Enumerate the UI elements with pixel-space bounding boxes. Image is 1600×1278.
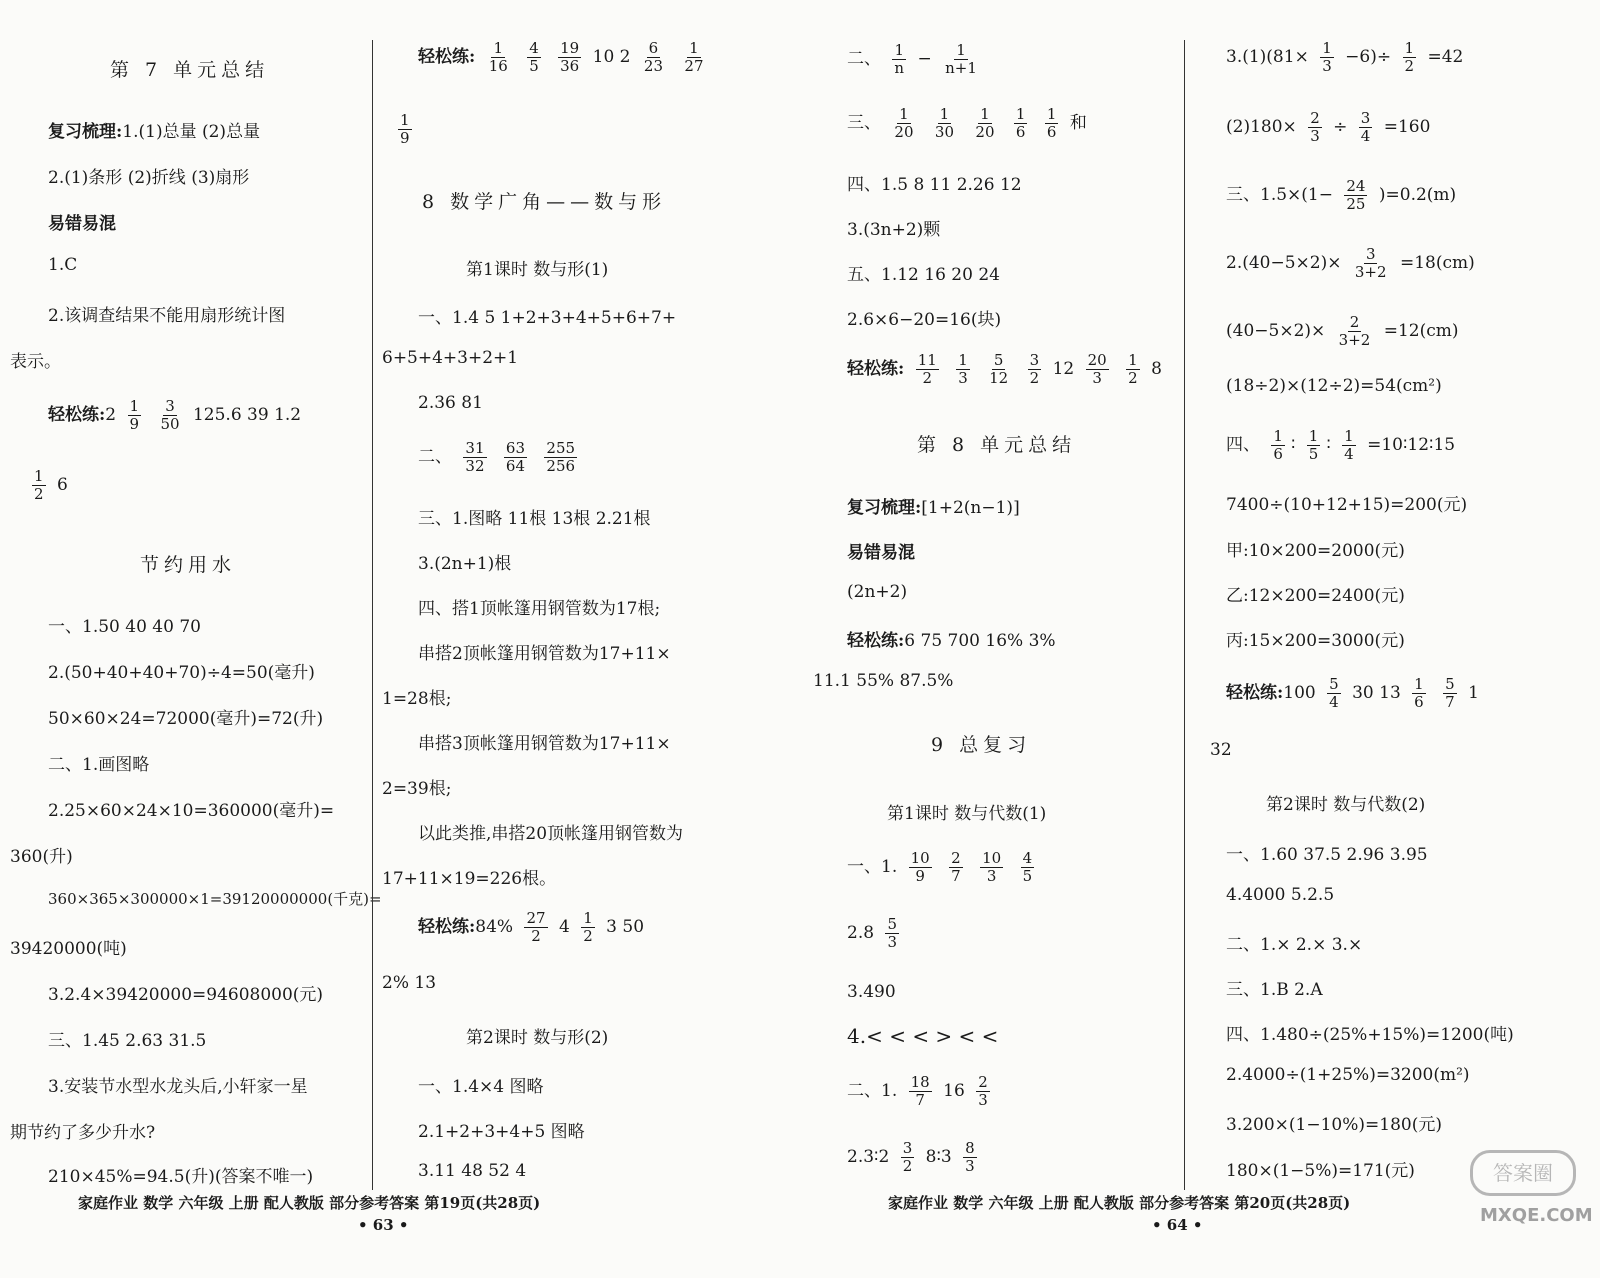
practice-line: 轻松练:6 75 700 16% 3% (847, 631, 1056, 651)
practice-line: 11.1 55% 87.5% (813, 671, 954, 691)
section-heading: 易错易混 (48, 214, 116, 234)
answer-line: 三、1.图略 11根 13根 2.21根 (418, 509, 651, 529)
footer-right: 家庭作业 数学 六年级 上册 配人教版 部分参考答案 第20页(共28页) (888, 1194, 1351, 1212)
review-line: 复习梳理:[1+2(n−1)] (847, 498, 1020, 518)
fraction: $\frac{1}{9}$ (400, 111, 410, 147)
answer-line: (2n+2) (847, 582, 908, 602)
answer-line: 210×45%=94.5(升)(答案不唯一) (48, 1167, 314, 1187)
answer-line: 一、1.4 5 1+2+3+4+5+6+7+ (418, 308, 677, 328)
lesson-title: 第2课时 数与代数(2) (1266, 795, 1426, 815)
fraction: $\frac{3}{50}$ (160, 397, 180, 433)
answer-line: 2.(50+40+40+70)÷4=50(毫升) (48, 663, 315, 683)
answer-line: 以此类推,串搭20顶帐篷用钢管数为 (418, 824, 684, 844)
practice-line: $\frac{1}{2}$ 6 (34, 467, 68, 503)
answer-line: 表示。 (10, 352, 61, 372)
fraction: $\frac{1}{2}$ (34, 467, 44, 503)
answer-line: 4.4000 5.2.5 (1226, 885, 1335, 905)
answer-line: 2=39根; (382, 779, 452, 799)
column-4 (1210, 0, 1590, 1208)
lesson-title: 第2课时 数与形(2) (466, 1028, 609, 1048)
answer-line: (2)180× $\frac{2}{3}$ ÷ $\frac{3}{4}$ =160 (1226, 109, 1431, 145)
lesson-title: 第1课时 数与形(1) (466, 260, 609, 280)
section-heading: 易错易混 (847, 543, 915, 563)
answer-line: 一、1. $\frac{10}{9}$ $\frac{2}{7}$ $\frac{10}{3}$ $\frac{4}{5}$ (847, 849, 1033, 885)
answer-line: 39420000(吨) (10, 939, 127, 959)
fraction: $\frac{1}{20}$ (975, 105, 995, 141)
answer-line: (40−5×2)× $\frac{2}{3+2}$ =12(cm) (1226, 313, 1459, 349)
fraction: $\frac{2}{3}$ (1310, 109, 1320, 145)
fraction: $\frac{4}{5}$ (1022, 849, 1033, 885)
answer-line: 2.6×6−20=16(块) (847, 310, 1002, 330)
answer-line: 2.3∶2 $\frac{3}{2}$ 8∶3 $\frac{8}{3}$ (847, 1139, 975, 1175)
footer-left: 家庭作业 数学 六年级 上册 配人教版 部分参考答案 第19页(共28页) (78, 1194, 541, 1212)
practice-line: 轻松练:2 $\frac{1}{9}$ $\frac{3}{50}$ 125.6 39 1.2 (48, 397, 302, 433)
practice-line: 2% 13 (382, 973, 437, 993)
fraction: $\frac{1}{27}$ (684, 39, 704, 75)
fraction: $\frac{8}{3}$ (965, 1139, 975, 1175)
fraction: $\frac{11}{2}$ (917, 351, 937, 387)
practice-line: 轻松练:84% $\frac{27}{2}$ 4 $\frac{1}{2}$ 3 50 (418, 909, 645, 945)
fraction: $\frac{1}{6}$ (1273, 427, 1283, 463)
fraction: $\frac{1}{6}$ (1015, 105, 1026, 141)
answer-line: 3.(2n+1)根 (418, 554, 512, 574)
column-3 (805, 0, 1175, 1208)
answer-line: 四、1.5 8 11 2.26 12 (847, 175, 1022, 195)
answer-line: 360(升) (10, 847, 73, 867)
answer-line: 1=28根; (382, 689, 452, 709)
practice-line: 轻松练: $\frac{1}{16}$ $\frac{4}{5}$ $\frac{19}{36}$ 10 2 $\frac{6}{23}$ $\frac{1}{27}$ (418, 39, 704, 75)
page-number-left: • 63 • (358, 1216, 409, 1234)
fraction: $\frac{1}{16}$ (488, 39, 508, 75)
fraction: $\frac{27}{2}$ (526, 909, 546, 945)
answer-line: 360×365×300000×1=39120000000(千克)= (48, 890, 382, 908)
column-2 (382, 0, 762, 1208)
fraction: $\frac{6}{23}$ (643, 39, 663, 75)
answer-line: 串搭3顶帐篷用钢管数为17+11× (418, 734, 671, 754)
answer-line: 3.11 48 52 4 (418, 1161, 527, 1181)
chapter-title: 8 数学广角——数与形 (422, 191, 667, 213)
answer-line: 2.(40−5×2)× $\frac{3}{3+2}$ =18(cm) (1226, 245, 1475, 281)
fraction: $\frac{1}{6}$ (1046, 105, 1057, 141)
unit8-summary-title: 第 8 单元总结 (917, 434, 1077, 456)
fraction: $\frac{1}{30}$ (934, 105, 954, 141)
answer-line: 二、1.画图略 (48, 755, 150, 775)
fraction: $\frac{63}{64}$ (505, 439, 525, 475)
column-divider (372, 40, 373, 1190)
fraction: $\frac{10}{3}$ (982, 849, 1002, 885)
fraction: $\frac{1}{3}$ (1322, 39, 1332, 75)
answer-line: 2.该调查结果不能用扇形统计图 (48, 306, 286, 326)
practice-line: 32 (1210, 740, 1232, 760)
lesson-title: 第1课时 数与代数(1) (887, 804, 1047, 824)
answer-line: 乙:12×200=2400(元) (1226, 586, 1405, 606)
fraction: $\frac{5}{3}$ (887, 915, 897, 951)
answer-line: 3.490 (847, 982, 896, 1002)
fraction: $\frac{1}{6}$ (1414, 675, 1424, 711)
answer-line: 2.8 $\frac{5}{3}$ (847, 915, 897, 951)
fraction: $\frac{1}{n}$ (894, 41, 905, 77)
answer-line: 2.4000÷(1+25%)=3200(m²) (1226, 1065, 1470, 1085)
answer-line: 二、1. $\frac{18}{7}$ 16 $\frac{2}{3}$ (847, 1073, 988, 1109)
answer-line: 3.(3n+2)颗 (847, 220, 941, 240)
fraction: $\frac{255}{256}$ (546, 439, 576, 475)
review-line: 复习梳理:1.(1)总量 (2)总量 (48, 122, 261, 142)
answer-line: 二、1.× 2.× 3.× (1226, 935, 1363, 955)
answer-line: 3.(1)(81× $\frac{1}{3}$ −6)÷ $\frac{1}{2}$ =42 (1226, 39, 1464, 75)
answer-line: 二、 $\frac{1}{n}$ − $\frac{1}{n+1}$ (847, 41, 977, 77)
practice-line: 轻松练: $\frac{11}{2}$ $\frac{1}{3}$ $\frac{5}{12}$ $\frac{3}{2}$ 12 $\frac{20}{3}$ $\frac{1}{2}$ 8 (847, 351, 1162, 387)
answer-line: 甲:10×200=2000(元) (1226, 541, 1405, 561)
answer-line: 五、1.12 16 20 24 (847, 265, 1000, 285)
section-title: 节约用水 (140, 554, 237, 576)
answer-line: 一、1.50 40 40 70 (48, 617, 201, 637)
fraction: $\frac{1}{5}$ (1308, 427, 1319, 463)
answer-line: 串搭2顶帐篷用钢管数为17+11× (418, 644, 671, 664)
answer-line: 6+5+4+3+2+1 (382, 348, 519, 368)
fraction: $\frac{2}{3+2}$ (1338, 313, 1371, 349)
answer-line: 三、1.B 2.A (1226, 980, 1323, 1000)
answer-line: 丙:15×200=3000(元) (1226, 631, 1405, 651)
fraction: $\frac{1}{2}$ (1128, 351, 1138, 387)
page-number-right: • 64 • (1152, 1216, 1203, 1234)
answer-line: 50×60×24=72000(毫升)=72(升) (48, 709, 324, 729)
fraction: $\frac{5}{4}$ (1329, 675, 1339, 711)
fraction: $\frac{2}{7}$ (951, 849, 961, 885)
fraction: $\frac{1}{2}$ (1404, 39, 1415, 75)
column-divider (1184, 40, 1185, 1190)
practice-line (392, 112, 418, 147)
chapter-title: 9 总复习 (931, 734, 1032, 756)
answer-line: 二、 $\frac{31}{32}$ $\frac{63}{64}$ $\frac{255}{256}$ (418, 439, 576, 475)
fraction: $\frac{1}{9}$ (129, 397, 140, 433)
answer-line: 三、1.5×(1− $\frac{24}{25}$ )=0.2(m) (1226, 177, 1457, 213)
answer-line: 1.C (48, 255, 78, 275)
answer-line: 四、1.480÷(25%+15%)=1200(吨) (1226, 1025, 1514, 1045)
fraction: $\frac{3}{2}$ (902, 1139, 913, 1175)
fraction: $\frac{31}{32}$ (465, 439, 485, 475)
fraction: $\frac{4}{5}$ (529, 39, 539, 75)
fraction: $\frac{3}{3+2}$ (1354, 245, 1387, 281)
answer-line: (18÷2)×(12÷2)=54(cm²) (1226, 376, 1442, 396)
answer-line: 180×(1−5%)=171(元) (1226, 1161, 1415, 1181)
answer-line: 四、 $\frac{1}{6}$ ∶ $\frac{1}{5}$ ∶ $\frac{1}{4}$ =10∶12∶15 (1226, 427, 1456, 463)
watermark-url: MXQE.COM (1480, 1205, 1593, 1226)
answer-line: 3.200×(1−10%)=180(元) (1226, 1115, 1442, 1135)
answer-line: 4.< < < > < < (847, 1024, 999, 1048)
answer-line: 17+11×19=226根。 (382, 869, 557, 889)
fraction: $\frac{24}{25}$ (1346, 177, 1366, 213)
fraction: $\frac{20}{3}$ (1087, 351, 1107, 387)
answer-line: 一、1.4×4 图略 (418, 1077, 544, 1097)
fraction: $\frac{2}{3}$ (978, 1073, 988, 1109)
fraction: $\frac{5}{12}$ (989, 351, 1009, 387)
fraction: $\frac{3}{2}$ (1029, 351, 1040, 387)
answer-line: 三、 $\frac{1}{20}$ $\frac{1}{30}$ $\frac{1}{20}$ $\frac{1}{6}$ $\frac{1}{6}$ 和 (847, 105, 1087, 141)
fraction: $\frac{10}{9}$ (910, 849, 930, 885)
fraction: $\frac{18}{7}$ (910, 1073, 930, 1109)
answer-line: 3.安装节水型水龙头后,小轩家一星 (48, 1077, 308, 1097)
watermark-logo: 答案圈 (1470, 1150, 1576, 1196)
unit7-summary-title: 第 7 单元总结 (110, 59, 270, 81)
answer-line: 2.36 81 (418, 393, 483, 413)
fraction: $\frac{19}{36}$ (560, 39, 580, 75)
fraction: $\frac{3}{4}$ (1360, 109, 1371, 145)
fraction: $\frac{1}{20}$ (894, 105, 914, 141)
fraction: $\frac{5}{7}$ (1445, 675, 1455, 711)
answer-line: 一、1.60 37.5 2.96 3.95 (1226, 845, 1428, 865)
answer-line: 期节约了多少升水? (10, 1123, 156, 1143)
answer-line: 三、1.45 2.63 31.5 (48, 1031, 207, 1051)
answer-line: 2.1+2+3+4+5 图略 (418, 1122, 585, 1142)
answer-line: 四、搭1顶帐篷用钢管数为17根; (418, 599, 661, 619)
practice-line: 轻松练:100 $\frac{5}{4}$ 30 13 $\frac{1}{6}$ $\frac{5}{7}$ 1 (1226, 675, 1479, 711)
fraction: $\frac{1}{2}$ (583, 909, 593, 945)
fraction: $\frac{1}{4}$ (1344, 427, 1354, 463)
fraction: $\frac{1}{3}$ (958, 351, 968, 387)
fraction: $\frac{1}{n+1}$ (945, 41, 977, 77)
answer-line: 2.25×60×24×10=360000(毫升)= (48, 801, 335, 821)
answer-line: 3.2.4×39420000=94608000(元) (48, 985, 324, 1005)
answer-line: 2.(1)条形 (2)折线 (3)扇形 (48, 168, 250, 188)
answer-line: 7400÷(10+12+15)=200(元) (1226, 495, 1468, 515)
